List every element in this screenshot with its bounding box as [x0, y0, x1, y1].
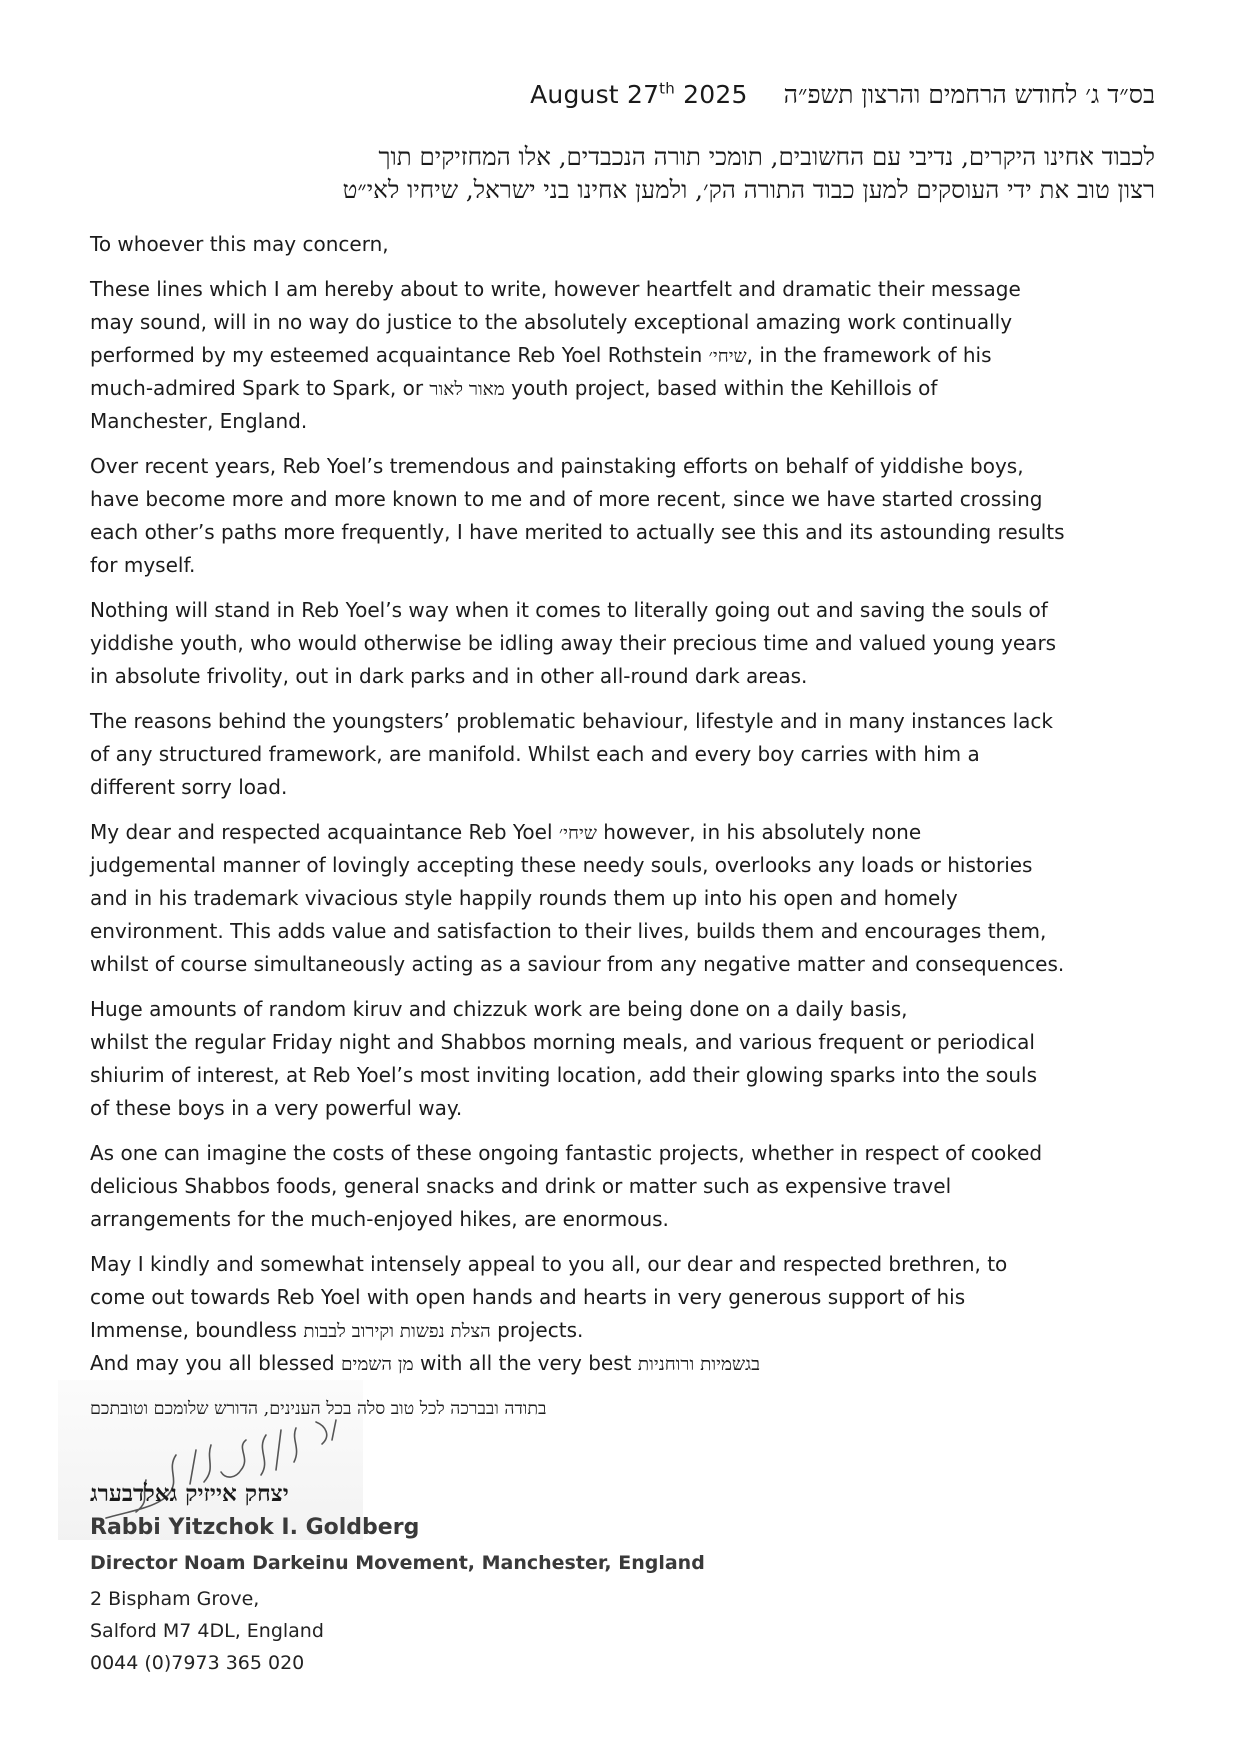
paragraph-2: Over recent years, Reb Yoel’s tremendous and painstaking efforts on behalf of yiddishe boys, have become more and more known to me and of more recent, since we have started crossing each other’s paths more frequently, I have merited to actually see this and its astounding results for myself.: [90, 454, 1065, 577]
address-line-2: רצון טוב את ידי העוסקים למען כבוד התורה הק׳, ולמען אחינו בני ישראל, שיחיו לאי״ט: [342, 175, 1155, 204]
paragraph-3: Nothing will stand in Reb Yoel’s way when it comes to literally going out and saving the souls of yiddishe youth, who would otherwise be idling away their precious time and valued young years in absolute frivolity, out in dark parks and in other all-round dark areas.: [90, 598, 1057, 688]
signatory-title: Director Noam Darkeinu Movement, Manchester, England: [90, 1552, 705, 1574]
address-city: Salford M7 4DL, England: [90, 1620, 324, 1642]
phone-number: 0044 (0)7973 365 020: [90, 1652, 305, 1674]
paragraph-4: The reasons behind the youngsters’ problematic behaviour, lifestyle and in many instances lack of any structured framework, are manifold. Whilst each and every boy carries with him a different sorry load.: [90, 709, 1053, 799]
salutation: To whoever this may concern,: [90, 232, 389, 256]
address-line-1: לכבוד אחינו היקרים, נדיבי עם החשובים, תומכי תורה הנכבדים, אלו המחזיקים תוך: [378, 142, 1155, 171]
paragraph-1: These lines which I am hereby about to write, however heartfelt and dramatic their message may sound, will in no way do justice to the absolutely exceptional amazing work continually performed by my esteemed acquaintance Reb Yoel Rothstein שיחי׳, in the framework of his much-admired Spark to Spark, or מאור לאור youth project, based within the Kehillois of Manchester, England.: [90, 277, 1021, 433]
address-street: 2 Bispham Grove,: [90, 1588, 260, 1610]
paragraph-6: Huge amounts of random kiruv and chizzuk work are being done on a daily basis, whilst the regular Friday night and Shabbos morning meals, and various frequent or periodical shiurim of interest, at Reb Yoel’s most inviting location, add their glowing sparks into the souls of these boys in a very powerful way.: [90, 997, 1037, 1120]
signatory-name-hebrew: יצחק אייזיק גאלדבערג: [90, 1480, 289, 1507]
hebrew-closing: בתודה ובברכה לכל טוב סלה בכל הענינים, הדורש שלומכם וטובתכם: [90, 1399, 547, 1419]
paragraph-7: As one can imagine the costs of these ongoing fantastic projects, whether in respect of cooked delicious Shabbos foods, general snacks and drink or matter such as expensive travel arrangements for the much-enjoyed hikes, are enormous.: [90, 1141, 1043, 1231]
date-hebrew: בס״ד ג׳ לחודש הרחמים והרצון תשפ״ה: [783, 80, 1155, 109]
letter-header: [530, 80, 1155, 120]
date-english: August 27th 2025: [530, 79, 748, 109]
paragraph-8: May I kindly and somewhat intensely appeal to you all, our dear and respected brethren, to come out towards Reb Yoel with open hands and hearts in very generous support of his Immense, boundless הצלת נפשות וקירוב לבבות projects. And may you all blessed מן השמים with all the very best בגשמיות ורוחניות: [90, 1252, 1008, 1375]
letter-body: [90, 228, 1165, 1380]
hebrew-address-block: [75, 140, 1155, 206]
signatory-name-english: Rabbi Yitzchok I. Goldberg: [90, 1515, 420, 1540]
paragraph-5: My dear and respected acquaintance Reb Yoel שיחי׳ however, in his absolutely none judgemental manner of lovingly accepting these needy souls, overlooks any loads or histories and in his trademark vivacious style happily rounds them up into his open and homely environment. This adds value and satisfaction to their lives, builds them and encourages them, whilst of course simultaneously acting as a saviour from any negative matter and consequences.: [90, 820, 1065, 976]
